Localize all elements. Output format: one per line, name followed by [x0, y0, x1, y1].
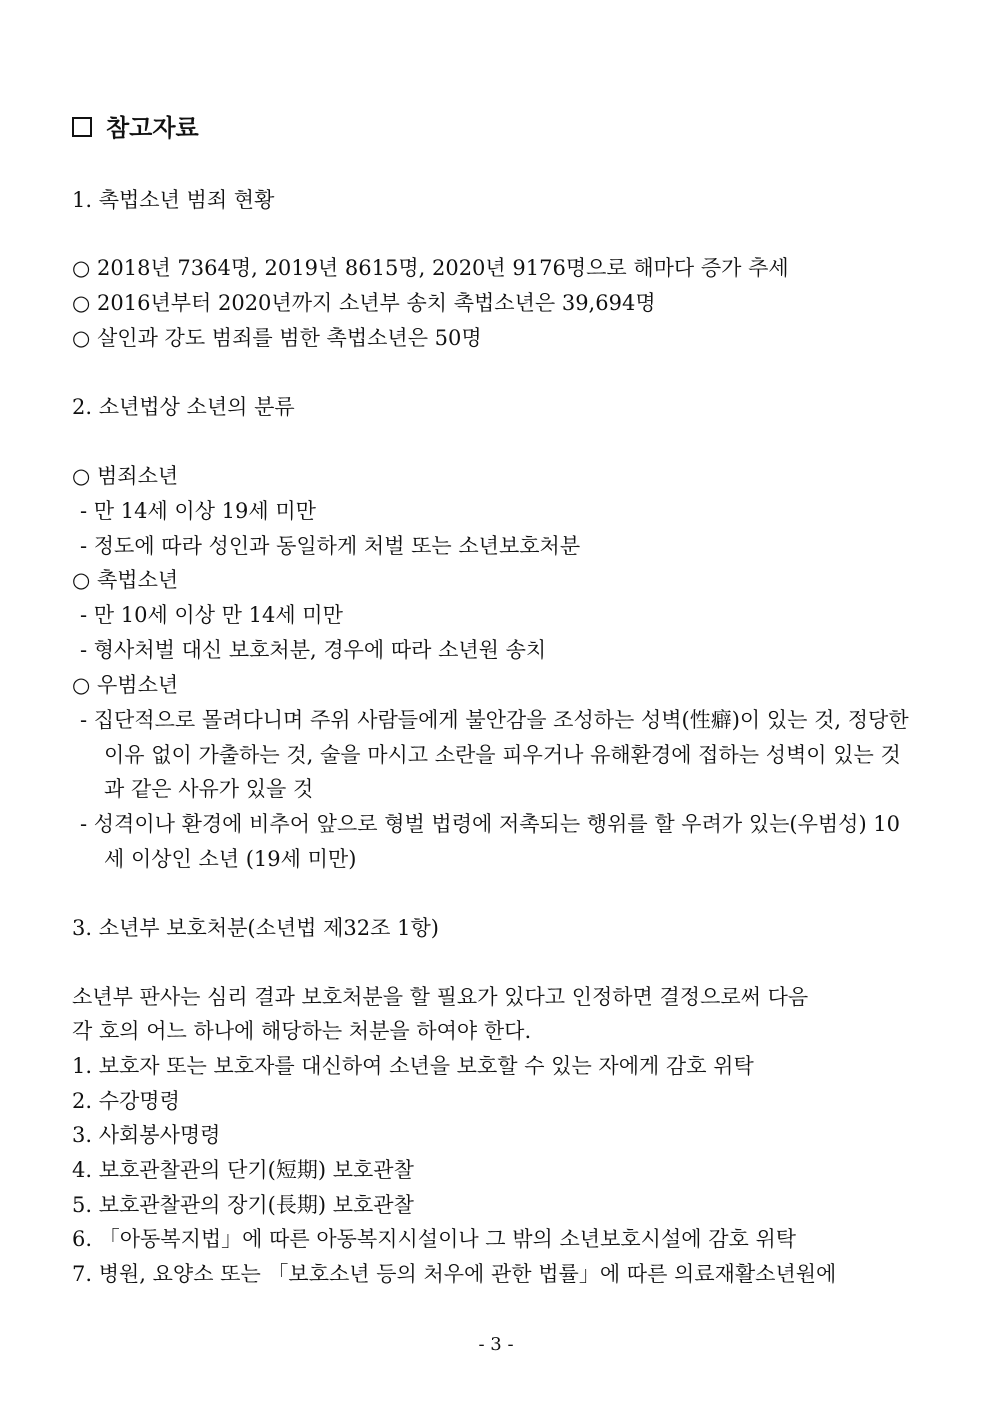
group-detail-continued: 세 이상인 소년 (19세 미만) [104, 847, 357, 871]
group-detail: - 집단적으로 몰려다니며 주위 사람들에게 불안감을 조성하는 성벽(性癖)이 있는 것, 정당한 [80, 708, 909, 732]
disposition-item: 2. 수강명령 [72, 1089, 180, 1113]
group-detail: - 성격이나 환경에 비추어 앞으로 형벌 법령에 저촉되는 행위를 할 우려가 있는(우범성) 10 [80, 812, 901, 836]
disposition-item: 1. 보호자 또는 보호자를 대신하여 소년을 보호할 수 있는 자에게 감호 위탁 [72, 1054, 754, 1078]
page-number: - 3 - [478, 1334, 514, 1355]
list-item: ○ 2018년 7364명, 2019년 8615명, 2020년 9176명으로 해마다 증가 추세 [72, 256, 789, 280]
group-detail-continued: 이유 없이 가출하는 것, 술을 마시고 소란을 피우거나 유해환경에 접하는 성벽이 있는 것 [104, 743, 901, 767]
checkbox-square-icon [72, 117, 92, 137]
section-1-title: 1. 촉법소년 범죄 현황 [72, 188, 275, 212]
group-detail: - 만 10세 이상 만 14세 미만 [80, 603, 343, 627]
section-2-title: 2. 소년법상 소년의 분류 [72, 395, 295, 419]
group-detail-continued: 과 같은 사유가 있을 것 [104, 777, 314, 801]
disposition-item: 3. 사회봉사명령 [72, 1123, 221, 1147]
disposition-item: 6. 「아동복지법」에 따른 아동복지시설이나 그 밖의 소년보호시설에 감호 위탁 [72, 1227, 797, 1251]
group-detail: - 정도에 따라 성인과 동일하게 처벌 또는 소년보호처분 [80, 534, 581, 558]
disposition-item: 4. 보호관찰관의 단기(短期) 보호관찰 [72, 1158, 414, 1182]
disposition-item: 5. 보호관찰관의 장기(長期) 보호관찰 [72, 1193, 414, 1217]
list-item: ○ 살인과 강도 범죄를 범한 촉법소년은 50명 [72, 326, 482, 350]
section-heading [72, 114, 199, 142]
group-label: ○ 우범소년 [72, 673, 179, 697]
group-label: ○ 촉법소년 [72, 568, 179, 592]
group-label: ○ 범죄소년 [72, 464, 179, 488]
list-item: ○ 2016년부터 2020년까지 소년부 송치 촉법소년은 39,694명 [72, 291, 656, 315]
intro-paragraph: 각 호의 어느 하나에 해당하는 처분을 하여야 한다. [72, 1019, 532, 1043]
group-detail: - 만 14세 이상 19세 미만 [80, 499, 316, 523]
section-3-title: 3. 소년부 보호처분(소년법 제32조 1항) [72, 916, 439, 940]
disposition-item: 7. 병원, 요양소 또는 「보호소년 등의 처우에 관한 법률」에 따른 의료재활소년원에 [72, 1262, 837, 1286]
heading-text: 참고자료 [106, 114, 199, 142]
intro-paragraph: 소년부 판사는 심리 결과 보호처분을 할 필요가 있다고 인정하면 결정으로써 다음 [72, 985, 809, 1009]
group-detail: - 형사처벌 대신 보호처분, 경우에 따라 소년원 송치 [80, 638, 547, 662]
